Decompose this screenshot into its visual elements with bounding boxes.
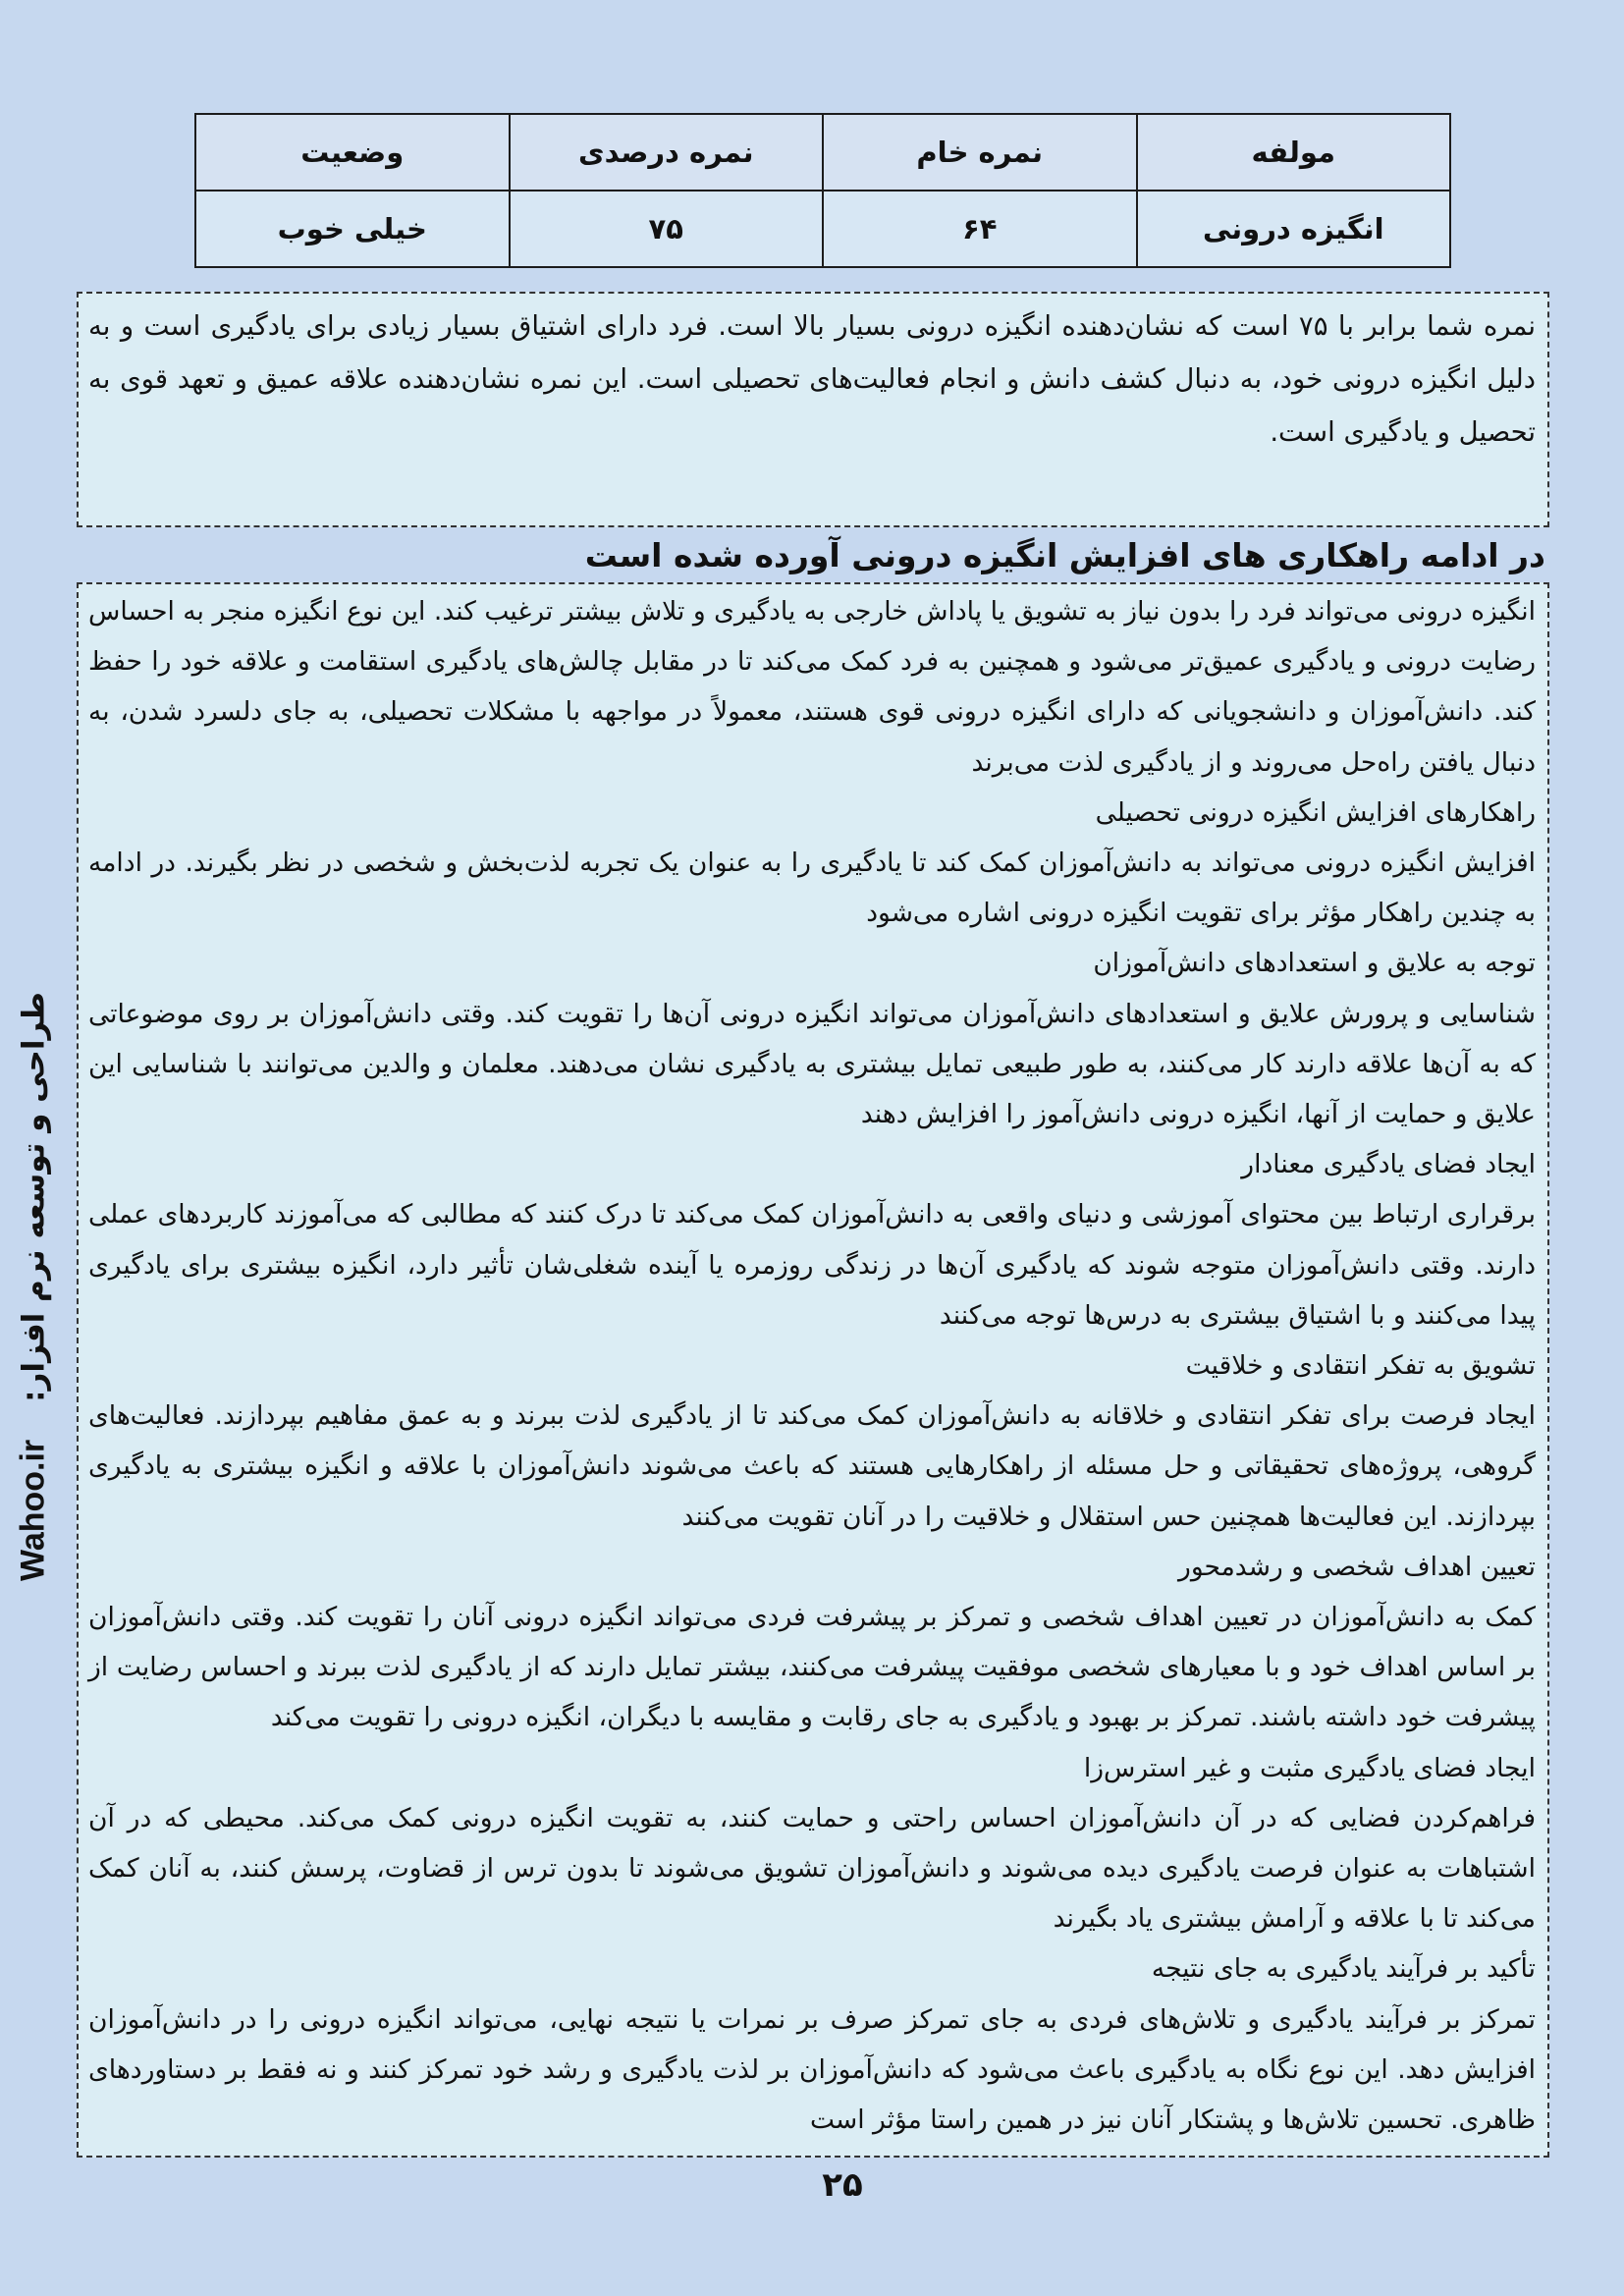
strategy-4-text: کمک به دانش‌آموزان در تعیین اهداف شخصی و تمرکز بر پیشرفت فردی می‌تواند انگیزه درونی آنان را تقویت کند. وقتی دانش‌آموزان بر اساس اهداف خود و با معیارهای شخصی موفقیت پیشرفت می‌کنند، بیشتر تمایل دارند که از یادگیری لذت ببرند و احساس رضایت از پیشرفت خود داشته باشند. تمرکز بر بهبود و یادگیری به جای رقابت و مقایسه با دیگران، انگیزه درونی را تقویت می‌کند xyxy=(88,1602,1536,1733)
strategy-4-title: تعیین اهداف شخصی و رشدمحور xyxy=(1178,1551,1536,1582)
designer-label: طراحی و توسعه نرم افزار: xyxy=(16,991,51,1402)
cell-percent-score: ۷۵ xyxy=(510,191,824,267)
header-raw-score: نمره خام xyxy=(823,114,1137,191)
header-percent-score: نمره درصدی xyxy=(510,114,824,191)
strategy-3-title: تشویق به تفکر انتقادی و خلاقیت xyxy=(1185,1350,1536,1382)
score-table xyxy=(194,113,1451,268)
intro-paragraph: انگیزه درونی می‌تواند فرد را بدون نیاز به تشویق یا پاداش خارجی به یادگیری و تلاش بیشتر ترغیب کند. این نوع انگیزه منجر به احساس رضایت درونی و یادگیری عمیق‌تر می‌شود و همچنین به فرد کمک می‌کند تا در مقابل چالش‌های یادگیری استقامت و علاقه خود را حفظ کند. دانش‌آموزان و دانشجویانی که دارای انگیزه درونی قوی هستند، معمولاً در مواجهه با مشکلات تحصیلی، به جای دلسرد شدن، به دنبال یافتن راه‌حل می‌روند و از یادگیری لذت می‌برند xyxy=(88,596,1536,778)
header-component: مولفه xyxy=(1137,114,1451,191)
summary-text: نمره شما برابر با ۷۵ است که نشان‌دهنده انگیزه درونی بسیار بالا است. فرد دارای اشتیاق بسیار زیادی برای یادگیری است و به دلیل انگیزه درونی خود، به دنبال کشف دانش و انجام فعالیت‌های تحصیلی است. این نمره نشان‌دهنده علاقه عمیق و تعهد قوی به تحصیل و یادگیری است. xyxy=(88,310,1536,448)
strategies-title: راهکارهای افزایش انگیزه درونی تحصیلی xyxy=(1095,796,1536,828)
page-number: ۲۵ xyxy=(822,2165,863,2205)
score-table-header-row xyxy=(195,114,1450,191)
cell-raw-score: ۶۴ xyxy=(823,191,1137,267)
strategy-6-title: تأکید بر فرآیند یادگیری به جای نتیجه xyxy=(1151,1953,1536,1985)
header-status: وضعیت xyxy=(195,114,510,191)
content-box xyxy=(77,582,1549,2158)
vertical-sidebar-credit xyxy=(15,992,53,1581)
strategy-5-title: ایجاد فضای یادگیری مثبت و غیر استرس‌زا xyxy=(1083,1752,1536,1783)
cell-component: انگیزه درونی xyxy=(1137,191,1451,267)
score-table-row xyxy=(195,191,1450,267)
section-heading: در ادامه راهکاری های افزایش انگیزه درونی آورده شده است xyxy=(584,536,1545,574)
strategies-intro: افزایش انگیزه درونی می‌تواند به دانش‌آموزان کمک کند تا یادگیری را به عنوان یک تجربه لذت‌بخش و شخصی در نظر بگیرند. در ادامه به چندین راهکار مؤثر برای تقویت انگیزه درونی اشاره می‌شود xyxy=(88,847,1536,929)
strategy-3-text: ایجاد فرصت برای تفکر انتقادی و خلاقانه به دانش‌آموزان کمک می‌کند تا از یادگیری لذت ببرند و به عمق مفاهیم بپردازند. فعالیت‌های گروهی، پروژه‌های تحقیقاتی و حل مسئله از راهکارهایی هستند که باعث می‌شوند دانش‌آموزان با علاقه و انگیزه بیشتری به یادگیری بپردازند. این فعالیت‌ها همچنین حس استقلال و خلاقیت را در آنان تقویت می‌کنند xyxy=(88,1400,1536,1532)
strategy-2-text: برقراری ارتباط بین محتوای آموزشی و دنیای واقعی به دانش‌آموزان کمک می‌کند تا درک کنند که مطالبی که می‌آموزند کاربردهای عملی دارند. وقتی دانش‌آموزان متوجه شوند که یادگیری آن‌ها در زندگی روزمره یا آینده شغلی‌شان تأثیر دارد، انگیزه بیشتری برای یادگیری پیدا می‌کنند و با اشتیاق بیشتری به درس‌ها توجه می‌کنند xyxy=(88,1199,1536,1331)
strategy-2-title: ایجاد فضای یادگیری معنادار xyxy=(1241,1149,1536,1180)
cell-status: خیلی خوب xyxy=(195,191,510,267)
strategy-5-text: فراهم‌کردن فضایی که در آن دانش‌آموزان احساس راحتی و حمایت کنند، به تقویت انگیزه درونی کمک می‌کند. محیطی که در آن اشتباهات به عنوان فرصت یادگیری دیده می‌شوند و دانش‌آموزان تشویق می‌شوند تا بدون ترس از قضاوت، پرسش کنند، به آنان کمک می‌کند تا با علاقه و آرامش بیشتری یاد بگیرند xyxy=(88,1802,1536,1935)
strategy-1-title: توجه به علایق و استعدادهای دانش‌آموزان xyxy=(1093,948,1536,979)
summary-box xyxy=(77,292,1549,527)
strategy-1-text: شناسایی و پرورش علایق و استعدادهای دانش‌آموزان می‌تواند انگیزه درونی آن‌ها را تقویت کند. وقتی دانش‌آموزان بر روی موضوعاتی که به آن‌ها علاقه دارند کار می‌کنند، به طور طبیعی تمایل بیشتری به یادگیری نشان می‌دهند. معلمان و والدین می‌توانند با شناسایی این علایق و حمایت از آنها، انگیزه درونی دانش‌آموز را افزایش دهند xyxy=(88,998,1536,1130)
strategy-6-text: تمرکز بر فرآیند یادگیری و تلاش‌های فردی به جای تمرکز صرف بر نمرات یا نتیجه نهایی، می‌تواند انگیزه درونی را در دانش‌آموزان افزایش دهد. این نوع نگاه به یادگیری باعث می‌شود که دانش‌آموزان بر لذت یادگیری و رشد خود تمرکز کنند و نه فقط بر دستاوردهای ظاهری. تحسین تلاش‌ها و پشتکار آنان نیز در همین راستا مؤثر است xyxy=(88,2003,1536,2136)
website-name: Wahoo.ir xyxy=(14,1439,52,1582)
